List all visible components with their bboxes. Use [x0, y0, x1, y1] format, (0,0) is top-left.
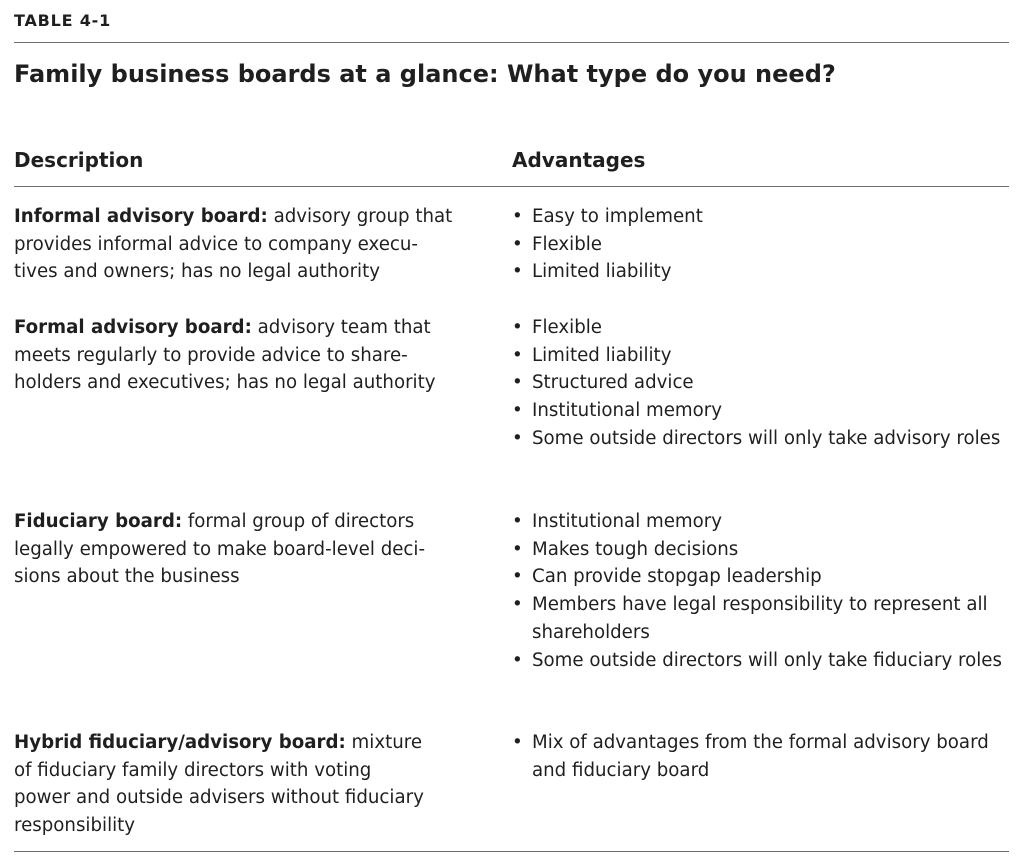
- row-description: [14, 729, 484, 840]
- bottom-rule: [14, 851, 1009, 852]
- advantages-list: [512, 203, 1009, 286]
- advantage-item: • Members have legal responsibility to represent all shareholders: [512, 591, 1009, 646]
- table-label: TABLE 4-1: [14, 11, 112, 30]
- table-title: Family business boards at a glance: What type do you need?: [14, 60, 836, 88]
- description-line: tives and owners; has no legal authority: [14, 261, 380, 283]
- advantages-list: [512, 729, 1009, 784]
- advantage-item: • Institutional memory: [512, 508, 1009, 536]
- advantage-item: • Easy to implement: [512, 203, 1009, 231]
- advantage-item: • Institutional memory: [512, 397, 1009, 425]
- top-rule: [14, 42, 1009, 43]
- advantage-item: • Structured advice: [512, 369, 1009, 397]
- description-line: meets regularly to provide advice to share-: [14, 344, 408, 366]
- description-line: formal group of directors: [182, 511, 415, 532]
- row-description: [14, 203, 484, 286]
- board-type-term: Informal advisory board:: [14, 206, 268, 227]
- header-rule: [14, 186, 1009, 187]
- advantage-item: • Flexible: [512, 314, 1009, 342]
- advantage-item: • Makes tough decisions: [512, 536, 1009, 564]
- description-line: holders and executives; has no legal authority: [14, 372, 436, 394]
- description-line: advisory group that: [267, 206, 453, 227]
- advantages-list: [512, 314, 1009, 453]
- advantage-item: • Flexible: [512, 231, 1009, 259]
- board-type-term: Fiduciary board:: [14, 511, 183, 532]
- description-line: advisory team that: [251, 317, 431, 338]
- description-line: legally empowered to make board-level deci-: [14, 538, 426, 560]
- advantage-item: • Some outside directors will only take fiduciary roles: [512, 647, 1009, 675]
- board-type-term: Hybrid fiduciary/advisory board:: [14, 732, 346, 753]
- advantages-list: [512, 508, 1009, 674]
- description-line: mixture: [345, 732, 423, 753]
- advantage-item: • Some outside directors will only take advisory roles: [512, 425, 1009, 453]
- description-line: power and outside advisers without fiduciary: [14, 787, 424, 809]
- column-header-description: Description: [14, 148, 144, 172]
- row-description: [14, 314, 484, 397]
- advantage-item: • Mix of advantages from the formal advisory board and fiduciary board: [512, 729, 1009, 784]
- row-description: [14, 508, 484, 591]
- description-line: provides informal advice to company execu-: [14, 233, 418, 255]
- description-line: responsibility: [14, 815, 136, 837]
- description-line: sions about the business: [14, 566, 240, 588]
- description-line: of fiduciary family directors with voting: [14, 759, 372, 781]
- advantage-item: • Limited liability: [512, 258, 1009, 286]
- advantage-item: • Can provide stopgap leadership: [512, 563, 1009, 591]
- column-header-advantages: Advantages: [512, 148, 646, 172]
- advantage-item: • Limited liability: [512, 342, 1009, 370]
- board-type-term: Formal advisory board:: [14, 317, 252, 338]
